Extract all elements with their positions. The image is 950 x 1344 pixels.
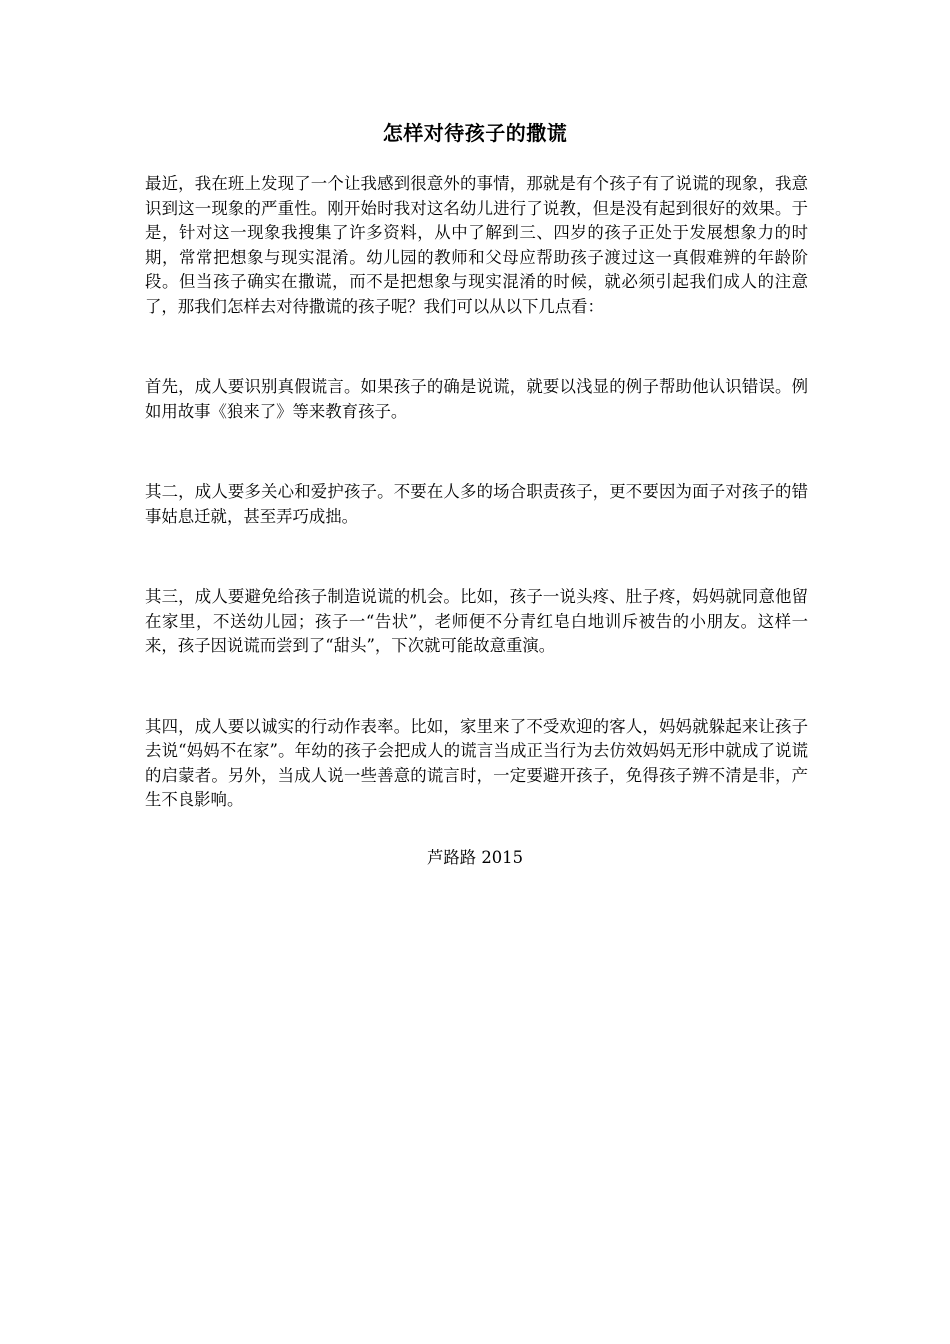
document-body [145,172,808,813]
paragraph-second-point: 其二，成人要多关心和爱护孩子。不要在人多的场合职责孩子，更不要因为面子对孩子的错事姑息迁就，甚至弄巧成拙。 [145,482,808,526]
paragraph-spacer [145,529,808,585]
paragraph-third-point: 其三，成人要避免给孩子制造说谎的机会。比如，孩子一说头疼、肚子疼，妈妈就同意他留在家里，不送幼儿园；孩子一“告状”，老师便不分青红皂白地训斥被告的小朋友。这样一来，孩子因说谎而尝到了“甜头”，下次就可能故意重演。 [145,587,808,655]
paragraph-spacer [145,659,808,715]
paragraph-fourth-point: 其四，成人要以诚实的行动作表率。比如，家里来了不受欢迎的客人，妈妈就躲起来让孩子去说“妈妈不在家”。年幼的孩子会把成人的谎言当成正当行为去仿效妈妈无形中就成了说谎的启蒙者。另外，当成人说一些善意的谎言时，一定要避开孩子，免得孩子辨不清是非，产生不良影响。 [145,716,808,809]
author-signature: 芦路路 2015 [426,848,524,867]
paragraph-first-point: 首先，成人要识别真假谎言。如果孩子的确是说谎，就要以浅显的例子帮助他认识错误。例如用故事《狼来了》等来教育孩子。 [145,377,808,421]
paragraph-spacer [145,319,808,375]
paragraph-intro: 最近，我在班上发现了一个让我感到很意外的事情，那就是有个孩子有了说谎的现象，我意识到这一现象的严重性。刚开始时我对这名幼儿进行了说教，但是没有起到很好的效果。于是，针对这一现象我搜集了许多资料，从中了解到三、四岁的孩子正处于发展想象力的时期，常常把想象与现实混淆。幼儿园的教师和父母应帮助孩子渡过这一真假难辨的年龄阶段。但当孩子确实在撒谎，而不是把想象与现实混淆的时候，就必须引起我们成人的注意了，那我们怎样去对待撒谎的孩子呢？我们可以从以下几点看： [145,174,808,316]
paragraph-spacer [145,424,808,480]
document-title: 怎样对待孩子的撒谎 [382,121,568,145]
